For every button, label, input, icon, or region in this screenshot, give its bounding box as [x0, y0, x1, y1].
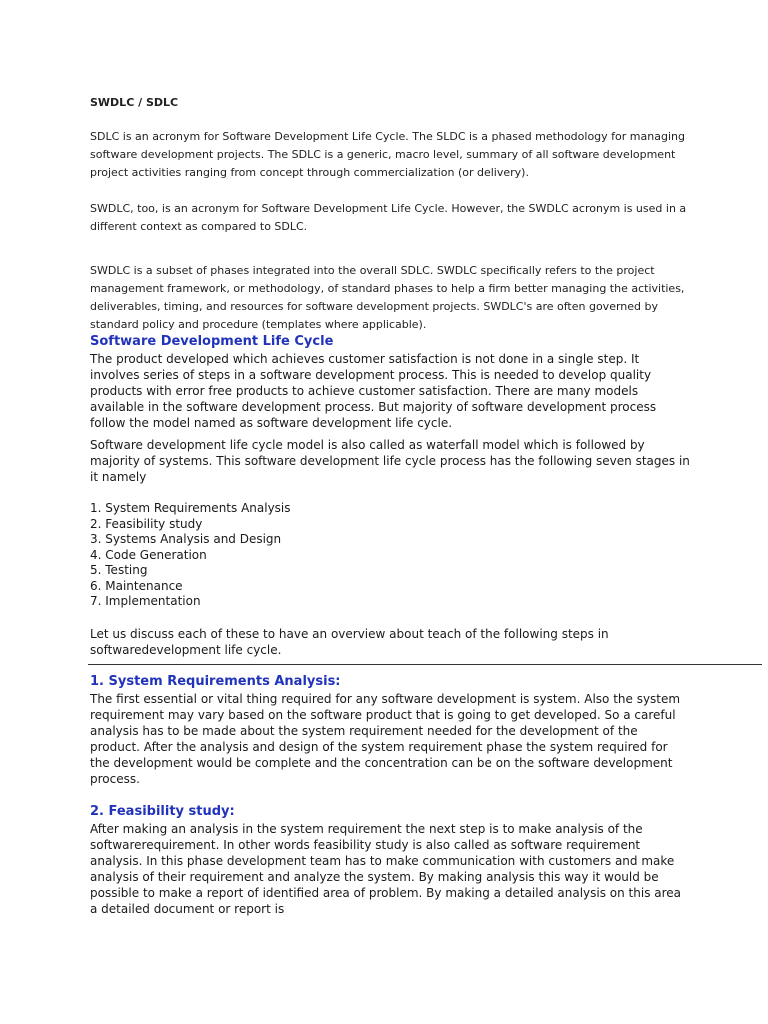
sdlc-paragraph-1: The product developed which achieves customer satisfaction is not done in a single step. It involves series of steps in a software development process. This is needed to develop quality products with error free products to achieve customer satisfaction. There are many models available in the software development process. But majority of software development process follow the model named as software development life cycle. — [90, 352, 657, 430]
list-item: 7. Implementation — [90, 594, 201, 608]
list-item: 4. Code Generation — [90, 547, 207, 562]
sdlc-paragraph-2: Software development life cycle model is also called as waterfall model which is followed by majority of systems. This software development life cycle process has the following seven stages in it namely — [90, 438, 690, 484]
document-title: SWDLC / SDLC — [90, 96, 179, 109]
section-1-body: The first essential or vital thing required for any software development is system. Also the system requirement may vary based on the software product that is going to get developed. So a careful analysis has to be made about the system requirement needed for the development of the product. After the analysis and design of the system requirement phase the system required for the development would be complete and the concentration can be on the software development process. — [90, 691, 681, 786]
list-item: 6. Maintenance — [90, 578, 183, 593]
list-item: 1. System Requirements Analysis — [90, 501, 291, 515]
section-2-heading: 2. Feasibility study: — [90, 803, 235, 819]
stages-list — [90, 501, 690, 610]
sdlc-heading: Software Development Life Cycle — [90, 334, 334, 349]
list-item: 3. Systems Analysis and Design — [90, 532, 282, 546]
intro-paragraph-3: SWDLC is a subset of phases integrated into the overall SDLC. SWDLC specifically refers to the project management framework, or methodology, of standard phases to help a firm better managing the activities, deliverables, timing, and resources for software development projects. SWDLC's are often governed by standard policy and procedure (templates where applicable). — [90, 264, 685, 331]
intro-paragraph-2: SWDLC, too, is an acronym for Software Development Life Cycle. However, the SWDLC acronym is used in a different context as compared to SDLC. — [90, 202, 687, 233]
list-item: 5. Testing — [90, 563, 148, 577]
list-item: 2. Feasibility study — [90, 516, 203, 531]
main-section — [90, 333, 690, 917]
intro-paragraph-1: SDLC is an acronym for Software Development Life Cycle. The SLDC is a phased methodology for managing software development projects. The SDLC is a generic, macro level, summary of all software development project activities ranging from concept through commercialization (or delivery). — [90, 130, 685, 179]
sdlc-paragraph-3: Let us discuss each of these to have an overview about teach of the following steps in softwaredevelopment life cycle. — [90, 626, 609, 657]
intro-section — [90, 94, 690, 334]
section-divider — [88, 664, 762, 665]
section-2-body: After making an analysis in the system requirement the next step is to make analysis of the softwarerequirement. In other words feasibility study is also called as software requirement analysis. In this phase development team has to make communication with customers and make analysis of their requirement and analyze the system. By making analysis this way it would be possible to make a report of identified area of problem. By making a detailed analysis on this area a detailed document or report is — [90, 821, 682, 916]
section-1-heading: 1. System Requirements Analysis: — [90, 673, 341, 689]
